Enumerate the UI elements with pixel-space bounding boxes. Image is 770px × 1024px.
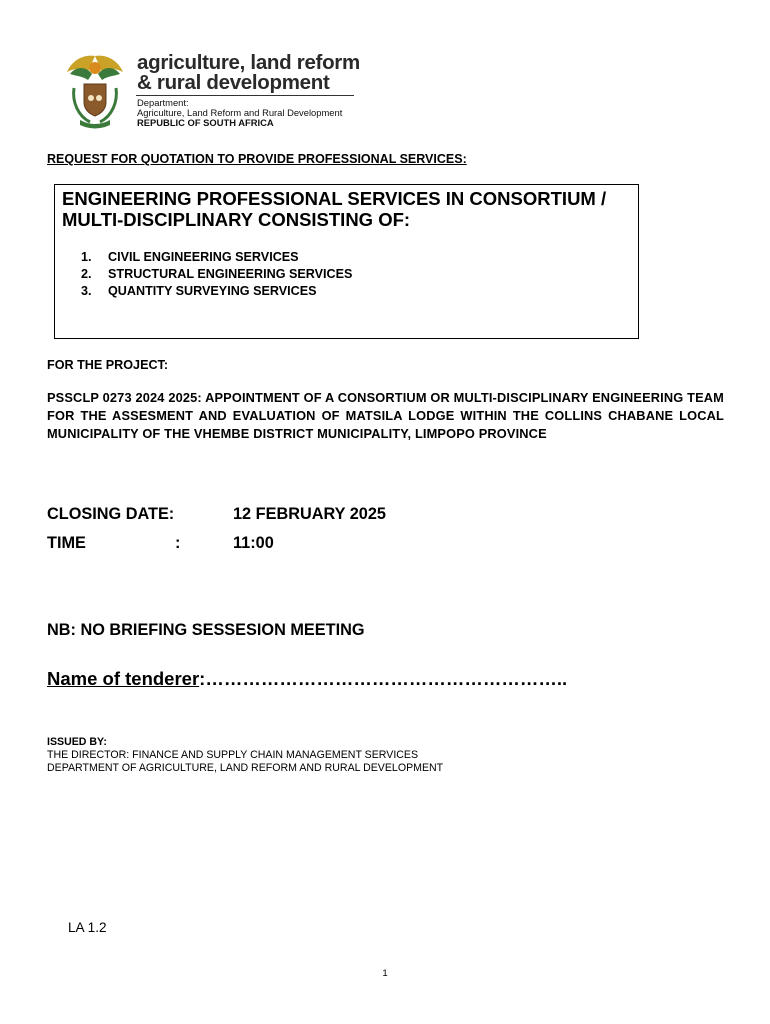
project-label: FOR THE PROJECT: [47,358,169,372]
scope-item-label: STRUCTURAL ENGINEERING SERVICES [108,267,353,282]
scope-title: ENGINEERING PROFESSIONAL SERVICES IN CONSORTIUM / MULTI-DISCIPLINARY CONSISTING OF: [62,188,607,230]
scope-item [81,283,352,300]
department-label: Department: [137,97,189,108]
closing-time-label: TIME [47,534,86,552]
issuer-department: DEPARTMENT OF AGRICULTURE, LAND REFORM AND RURAL DEVELOPMENT [47,762,444,774]
closing-time-colon: : [175,534,181,552]
scope-item [81,266,352,283]
scope-item-number: 1. [81,250,92,264]
briefing-note: NB: NO BRIEFING SESSESION MEETING [47,621,365,639]
scope-item-number: 3. [81,284,92,299]
department-name-line-1: agriculture, land reform [137,51,360,74]
header-divider [136,95,354,96]
issuer-title: THE DIRECTOR: FINANCE AND SUPPLY CHAIN MANAGEMENT SERVICES [47,749,419,761]
south-africa-coat-of-arms-icon [64,52,126,130]
country-name: REPUBLIC OF SOUTH AFRICA [137,117,274,128]
issued-by-label: ISSUED BY: [47,736,107,748]
scope-item-label: QUANTITY SURVEYING SERVICES [108,284,317,299]
rfq-heading: REQUEST FOR QUOTATION TO PROVIDE PROFESSIONAL SERVICES: [47,152,467,166]
scope-item-label: CIVIL ENGINEERING SERVICES [108,250,299,264]
scope-list [81,249,352,301]
department-name-line-2: & rural development [137,71,330,94]
tenderer-label: Name of tenderer [47,668,200,689]
closing-time-value: 11:00 [233,534,274,552]
tenderer-fill-line: :………………………………………………….. [199,668,568,689]
page-number: 1 [382,968,388,979]
project-description: PSSCLP 0273 2024 2025: APPOINTMENT OF A CONSORTIUM OR MULTI-DISCIPLINARY ENGINEERING TEAM FOR THE ASSESMENT AND EVALUATION OF MATSILA LODGE WITHIN THE COLLINS CHABANE LOCAL MUNICIPALITY OF THE VHEMBE DISTRICT MUNICIPALITY, LIMPOPO PROVINCE [47,390,724,441]
department-full-name: Agriculture, Land Reform and Rural Development [137,107,343,118]
scope-item-number: 2. [81,267,92,282]
closing-date-value: 12 FEBRUARY 2025 [233,505,386,523]
tenderer-name-field [47,668,567,690]
scope-item [81,249,352,266]
form-code: LA 1.2 [68,920,107,935]
closing-date-label: CLOSING DATE: [47,505,175,523]
